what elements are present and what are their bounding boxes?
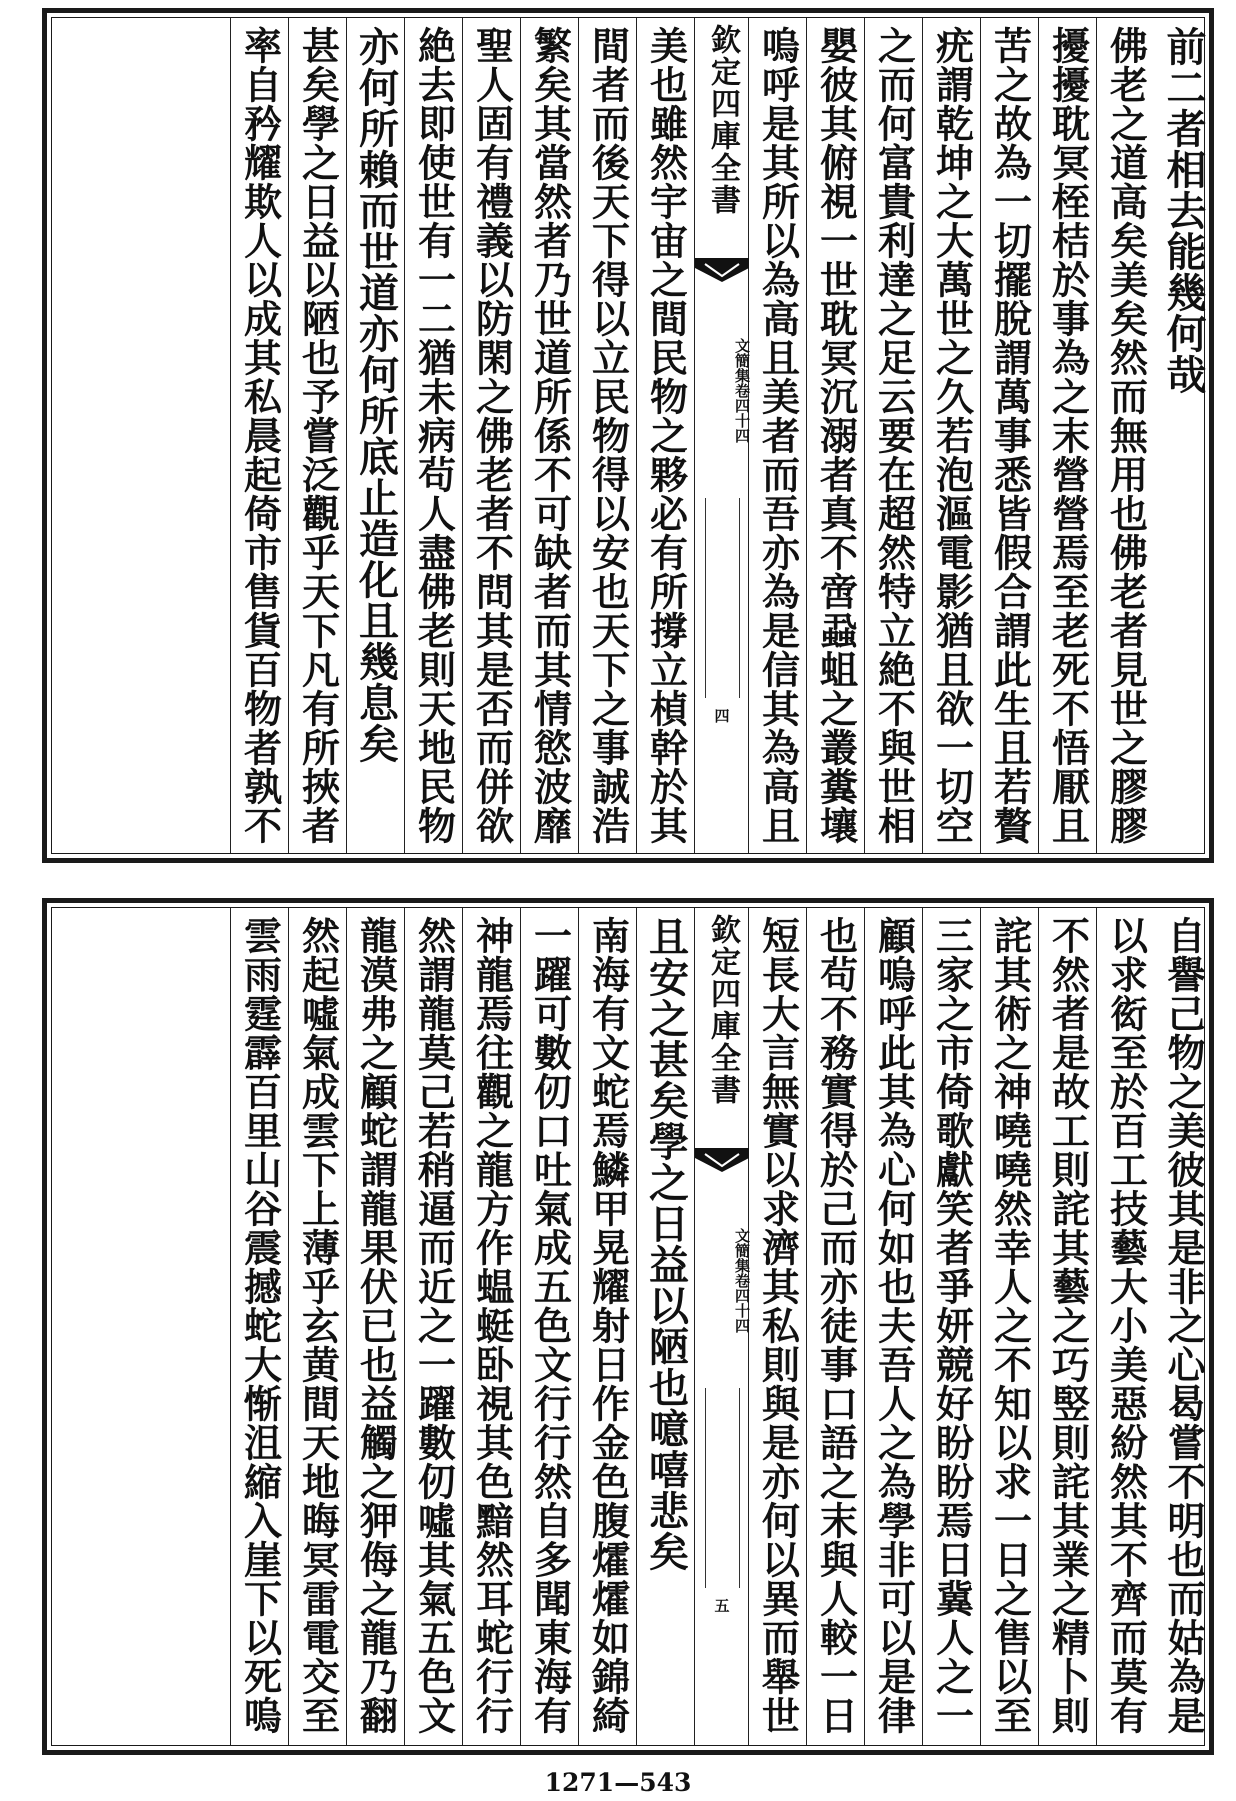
column-text: 疣謂乾坤之大萬世之久若泡漚電影猶且欲一切空 xyxy=(929,26,975,845)
text-column xyxy=(1096,18,1154,853)
page-rule xyxy=(705,1388,706,1588)
text-column xyxy=(1038,18,1096,853)
text-column xyxy=(1096,908,1154,1745)
text-column xyxy=(748,18,806,853)
book-meta xyxy=(695,290,749,490)
column-text: 繁矣其當然者乃世道所係不可缺者而其情慾波靡 xyxy=(527,26,573,845)
page-rule xyxy=(739,1388,740,1588)
text-column xyxy=(636,908,694,1745)
page-top-frame xyxy=(51,17,1205,854)
book-title: 文簡集 xyxy=(733,1227,751,1273)
text-column xyxy=(578,18,636,853)
column-text: 且安之甚矣學之日益以陋也噫嘻悲矣 xyxy=(642,916,690,1572)
column-text: 然起噓氣成雲下上薄乎玄黄間天地晦冥雷電交至 xyxy=(295,916,341,1735)
text-column xyxy=(520,908,578,1745)
column-text: 一躍可數仞口吐氣成五色文行行然自多聞東海有 xyxy=(527,916,573,1735)
text-column xyxy=(404,18,462,853)
column-text: 佛老之道高矣美矣然而無用也佛老者見世之膠膠 xyxy=(1103,26,1149,845)
library-header: 欽定四庫全書 xyxy=(705,914,740,1106)
center-band xyxy=(694,18,749,853)
text-column xyxy=(636,18,694,853)
text-column xyxy=(922,908,980,1745)
column-text: 甚矣學之日益以陋也予嘗泛觀乎天下凡有所挾者 xyxy=(295,26,341,845)
text-column xyxy=(1154,18,1212,853)
juan-number: 卷四十四 xyxy=(733,1272,751,1333)
column-text: 雲雨霆霹百里山谷震撼蛇大惭沮縮入崖下以死嗚 xyxy=(237,916,283,1735)
library-header: 欽定四庫全書 xyxy=(705,24,740,216)
column-text: 顧嗚呼此其為心何如也夫吾人之為學非可以是律 xyxy=(871,916,917,1735)
page-rule xyxy=(705,498,706,698)
text-column xyxy=(462,908,520,1745)
text-column xyxy=(520,18,578,853)
column-text: 神龍焉往觀之龍方作蝹蜓卧視其色黯然耳蛇行行 xyxy=(469,916,515,1735)
page-rule xyxy=(739,498,740,698)
column-text: 詫其術之神嘵嘵然幸人之不知以求一日之售以至 xyxy=(987,916,1033,1735)
column-text: 苦之故為一切擺脫謂萬事悉皆假合謂此生且若贅 xyxy=(987,26,1033,845)
text-column xyxy=(980,908,1038,1745)
text-column xyxy=(230,18,288,853)
page-bottom xyxy=(42,898,1214,1755)
text-column xyxy=(230,908,288,1745)
column-text: 南海有文蛇焉鱗甲晃耀射日作金色腹㸌㸌如錦綺 xyxy=(585,916,631,1735)
text-column xyxy=(288,18,346,853)
text-column xyxy=(346,18,404,853)
text-column xyxy=(462,18,520,853)
column-text: 美也雖然宇宙之間民物之夥必有所撐立楨幹於其 xyxy=(643,26,689,845)
book-title: 文簡集 xyxy=(733,337,751,383)
text-column xyxy=(864,18,922,853)
text-column xyxy=(864,908,922,1745)
column-text: 然謂龍莫己若稍逼而近之一躍數仞噓其氣五色文 xyxy=(411,916,457,1735)
text-column xyxy=(980,18,1038,853)
text-column xyxy=(404,908,462,1745)
juan-number: 卷四十四 xyxy=(733,382,751,443)
page-bottom-frame xyxy=(51,907,1205,1746)
column-text: 短長大言無實以求濟其私則與是亦何以異而舉世 xyxy=(755,916,801,1735)
text-column xyxy=(578,908,636,1745)
column-text: 也茍不務實得於己而亦徒事口語之末與人較一日 xyxy=(813,916,859,1735)
column-text: 聖人固有禮義以防閑之佛老者不問其是否而併欲 xyxy=(469,26,515,845)
column-text: 嬰彼其俯視一世耽冥沉溺者真不啻蝨蛆之叢糞壤 xyxy=(813,26,859,845)
text-column xyxy=(288,908,346,1745)
book-meta xyxy=(695,1180,749,1380)
page-top xyxy=(42,8,1214,863)
column-text: 不然者是故工則詫其藝之巧竪則詫其業之精卜則 xyxy=(1045,916,1091,1735)
page-number: 四 xyxy=(712,708,731,723)
column-text: 以求衒至於百工技藝大小美惡紛然其不齊而莫有 xyxy=(1103,916,1149,1735)
column-text: 率自矜耀欺人以成其私晨起倚市售貨百物者孰不 xyxy=(237,26,283,845)
text-column xyxy=(1038,908,1096,1745)
column-text: 絶去即使世有一二猶未病茍人盡佛老則天地民物 xyxy=(411,26,457,845)
column-text: 之而何富貴利達之足云要在超然特立絶不與世相 xyxy=(871,26,917,845)
fish-tail-mark-icon xyxy=(695,258,749,282)
text-column xyxy=(806,18,864,853)
text-column xyxy=(748,908,806,1745)
column-text: 間者而後天下得以立民物得以安也天下之事誠浩 xyxy=(585,26,631,845)
center-band xyxy=(694,908,749,1745)
column-text: 嗚呼是其所以為高且美者而吾亦為是信其為高且 xyxy=(755,26,801,845)
text-column xyxy=(922,18,980,853)
text-column xyxy=(1154,908,1212,1745)
column-text: 龍漠弗之顧蛇謂龍果伏已也益觸之狎侮之龍乃翻 xyxy=(353,916,399,1735)
column-text: 擾擾耽冥桎桔於事為之末營營焉至老死不悟厭且 xyxy=(1045,26,1091,845)
fish-tail-mark-icon xyxy=(695,1148,749,1172)
column-text: 三家之市倚歌獻笑者爭妍競好盼盼焉日冀人之一 xyxy=(929,916,975,1735)
page-number: 五 xyxy=(712,1598,731,1613)
text-column xyxy=(806,908,864,1745)
column-text: 前二者相去能幾何哉 xyxy=(1160,26,1207,395)
page-code: 1271—543 xyxy=(544,1768,692,1797)
column-text: 自譽己物之美彼其是非之心曷嘗不明也而姑為是 xyxy=(1161,916,1206,1735)
text-column xyxy=(346,908,404,1745)
column-text: 亦何所賴而世道亦何所底止造化且幾息矣 xyxy=(352,26,400,764)
